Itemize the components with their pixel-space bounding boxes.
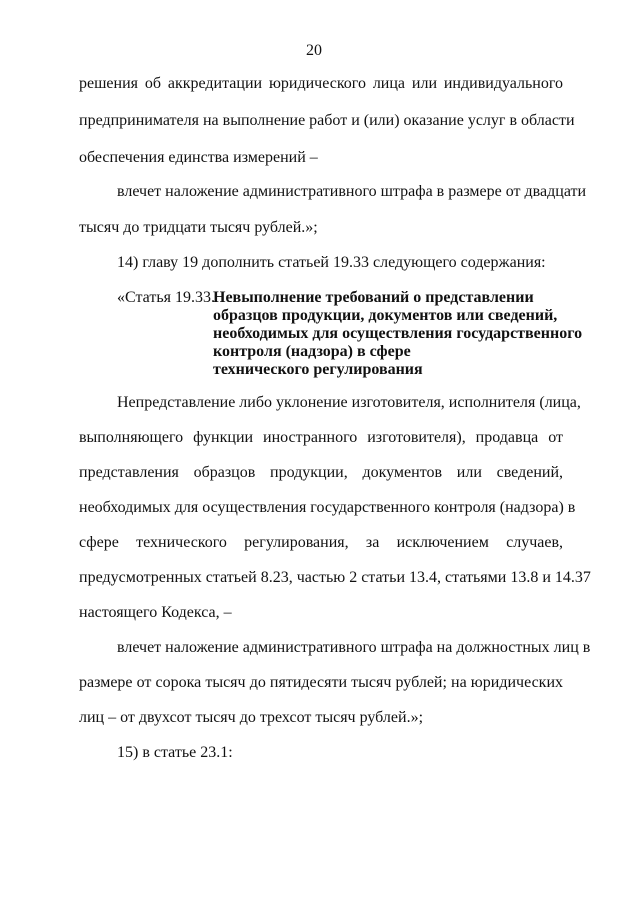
para3-line-1: Непредставление либо уклонение изготовителя, исполнителя (лица, [117, 394, 581, 411]
article-title-line-1: Невыполнение требований о представлении [213, 289, 534, 306]
article-title-line-3: необходимых для осуществления государственного [213, 325, 583, 342]
para1-line-3: обеспечения единства измерений – [79, 149, 318, 166]
article-title-line-5: технического регулирования [213, 361, 423, 378]
para4-line-3: лиц – от двухсот тысяч до трехсот тысяч рублей.»; [79, 709, 424, 726]
para3-line-6: предусмотренных статьей 8.23, частью 2 статьи 13.4, статьями 13.8 и 14.37 [79, 569, 591, 586]
para3-line-7: настоящего Кодекса, – [79, 604, 232, 621]
item-14: 14) главу 19 дополнить статьей 19.33 следующего содержания: [117, 254, 546, 271]
para3-line-2: выполняющего функции иностранного изготовителя), продавца от [79, 429, 563, 446]
para3-line-4: необходимых для осуществления государственного контроля (надзора) в [79, 499, 576, 516]
page-number: 20 [306, 42, 322, 59]
para1-line-1: решения об аккредитации юридического лица или индивидуального [79, 75, 563, 92]
para2-line-1: влечет наложение административного штрафа в размере от двадцати [117, 183, 587, 200]
para1-line-2: предпринимателя на выполнение работ и (или) оказание услуг в области [79, 112, 575, 129]
para2-line-2: тысяч до тридцати тысяч рублей.»; [79, 219, 318, 236]
para4-line-1: влечет наложение административного штрафа на должностных лиц в [117, 639, 591, 656]
para3-line-5: сфере технического регулирования, за исключением случаев, [79, 534, 563, 551]
article-prefix: «Статья 19.33. [117, 289, 215, 306]
article-title-line-2: образцов продукции, документов или сведений, [213, 307, 558, 324]
para3-line-3: представления образцов продукции, документов или сведений, [79, 464, 563, 481]
para4-line-2: размере от сорока тысяч до пятидесяти тысяч рублей; на юридических [79, 674, 563, 691]
article-title-line-4: контроля (надзора) в сфере [213, 343, 411, 360]
item-15: 15) в статье 23.1: [117, 744, 233, 761]
